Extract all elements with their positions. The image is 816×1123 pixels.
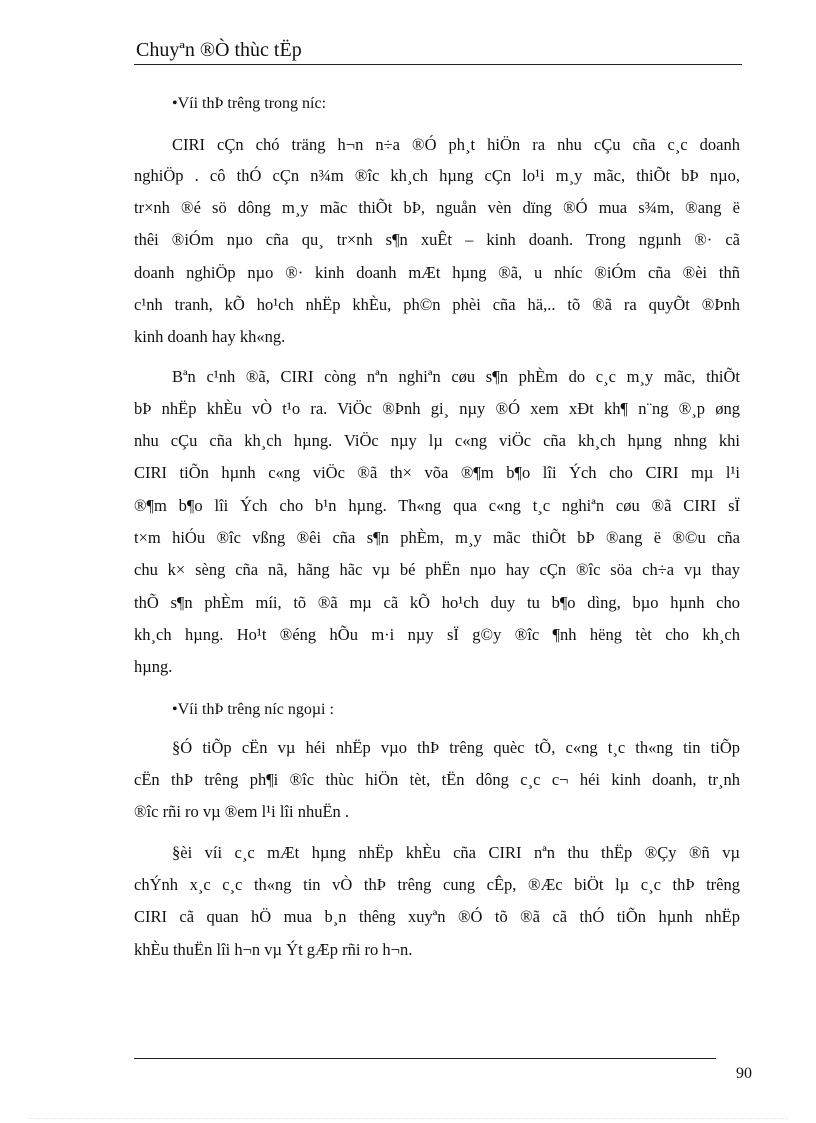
text-line: ®¶m b¶o lîi Ých cho b¹n hµng. Th«ng qua c«ng t¸c nghiªn cøu ®ã CIRI sÏ <box>134 496 740 515</box>
text-line: Bªn c¹nh ®ã, CIRI còng nªn nghiªn cøu s¶n phÈm do c¸c m¸y mãc, thiÕt <box>172 367 740 386</box>
page-number: 90 <box>736 1065 752 1082</box>
text-line: hµng. <box>134 657 173 676</box>
header-title: Chuyªn ®Ò thùc tËp <box>136 39 302 61</box>
text-line: nghiÖp . cô thÓ cÇn n¾m ®îc kh¸ch hµng cÇn lo¹i m¸y mãc, thiÕt bÞ nµo, <box>134 166 740 185</box>
text-line: cËn thÞ trêng ph¶i ®îc thùc hiÖn tèt, tËn dông c¸c c¬ héi kinh doanh, tr¸nh <box>134 770 740 789</box>
text-line: nhu cÇu cña kh¸ch hµng. ViÖc nµy lµ c«ng viÖc cña kh¸ch hµng nhng khi <box>134 431 740 450</box>
text-line: chÝnh x¸c c¸c th«ng tin vÒ thÞ trêng cung cÊp, ®Æc biÖt lµ c¸c thÞ trêng <box>134 875 740 894</box>
text-line: t×m hiÓu ®îc vßng ®êi cña s¶n phÈm, m¸y mãc thiÕt bÞ ®ang ë ®©u cña <box>134 528 740 547</box>
text-line: CIRI tiÕn hµnh c«ng viÖc ®ã th× võa ®¶m b¶o lîi Ých cho CIRI mµ l¹i <box>134 463 740 482</box>
text-line: §èi víi c¸c mÆt hµng nhËp khÈu cña CIRI nªn thu thËp ®Çy ®ñ vµ <box>172 843 740 862</box>
text-line: chu k× sèng cña nã, hãng hãc vµ bé phËn nµo hay cÇn ®îc söa ch÷a vµ thay <box>134 560 740 579</box>
footer-rule <box>134 1058 716 1059</box>
section-heading-domestic: •Víi thÞ trêng trong níc: <box>172 95 327 112</box>
section-heading-foreign: •Víi thÞ trêng níc ngoµi : <box>172 701 334 718</box>
text-line: ®îc rñi ro vµ ®em l¹i lîi nhuËn . <box>134 802 350 821</box>
text-line: kh¸ch hµng. Ho¹t ®éng hÕu m·i nµy sÏ g©y ®îc ¶nh hëng tèt cho kh¸ch <box>134 625 740 644</box>
text-line: doanh nghiÖp nµo ®· kinh doanh mÆt hµng ®ã, u nhíc ®iÓm cña ®èi thñ <box>134 263 740 282</box>
page-edge-dots <box>28 1118 788 1119</box>
text-line: bÞ nhËp khÈu vÒ t¹o ra. ViÖc ®Þnh gi¸ nµy ®Ó xem xÐt kh¶ n¨ng ®¸p øng <box>134 399 740 418</box>
text-line: §Ó tiÕp cËn vµ héi nhËp vµo thÞ trêng quèc tÕ, c«ng t¸c th«ng tin tiÕp <box>172 738 740 757</box>
header-rule <box>134 64 742 65</box>
text-line: thêi ®iÓm nµo cña qu¸ tr×nh s¶n xuÊt – kinh doanh. Trong ngµnh ®· cã <box>134 230 740 249</box>
text-line: khÈu thuËn lîi h¬n vµ Ýt gÆp rñi ro h¬n. <box>134 940 413 959</box>
text-line: tr×nh ®é sö dông m¸y mãc thiÕt bÞ, nguån vèn dïng ®Ó mua s¾m, ®ang ë <box>134 198 740 217</box>
text-line: c¹nh tranh, kÕ ho¹ch nhËp khÈu, ph©n phèi cña hä,.. tõ ®ã ra quyÕt ®Þnh <box>134 295 740 314</box>
text-line: kinh doanh hay kh«ng. <box>134 327 286 346</box>
text-line: CIRI cã quan hÖ mua b¸n thêng xuyªn ®Ó tõ ®ã cã thÓ tiÕn hµnh nhËp <box>134 907 740 926</box>
text-line: thÕ s¶n phÈm míi, tõ ®ã mµ cã kÕ ho¹ch duy tu b¶o dìng, bµo hµnh cho <box>134 593 740 612</box>
text-line: CIRI cÇn chó träng h¬n n÷a ®Ó ph¸t hiÖn ra nhu cÇu cña c¸c doanh <box>172 135 740 154</box>
